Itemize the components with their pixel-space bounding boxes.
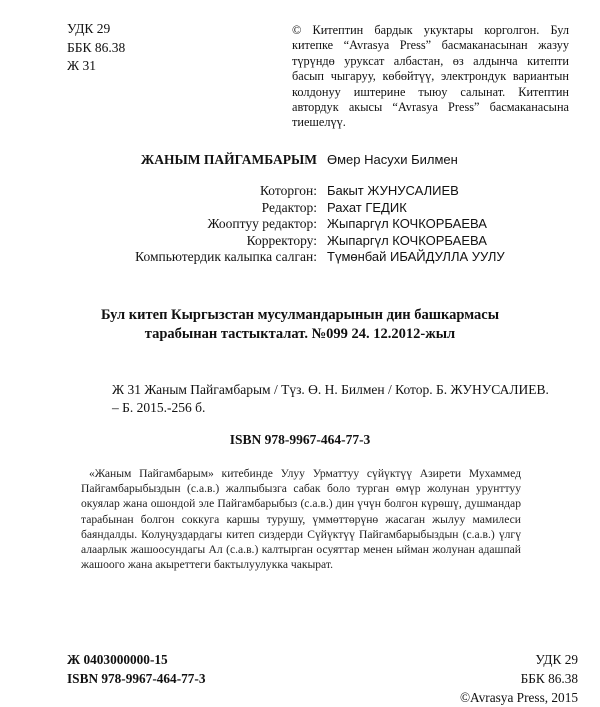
catalog-line-1: Ж 31 Жаным Пайгамбарым / Түз. Ө. Н. Билмен / Котор. Б. ЖУНУСАЛИЕВ.: [112, 382, 549, 397]
classification-block: [67, 20, 125, 76]
credit-role: Редактор:: [261, 199, 317, 215]
copyright-notice: © Китептин бардык укуктары корголгон. Бул китепке “Avrasya Press” басмаканасынан жазуу түрүндө уруксат албастан, өз алдынча китепти басып чыгаруу, көбөйтүү, электрондук вариантын колдонуу иштерине тыюу салынат. Китептин автордук акысы “Avrasya Press” басмаканасына тиешелүү.: [292, 23, 569, 130]
credit-person: Жыпаргүл КОЧКОРБАЕВА: [327, 216, 487, 231]
credit-row: [0, 183, 600, 200]
catalog-entry: [112, 381, 572, 416]
catalog-line-2: – Б. 2015.-256 б.: [112, 399, 206, 415]
publication-code: Ж 0403000000-15: [67, 652, 168, 667]
book-title: ЖАНЫМ ПАЙГАМБАРЫМ: [140, 152, 317, 167]
book-author: Өмер Насухи Билмен: [327, 152, 458, 167]
credit-person: Рахат ГЕДИК: [327, 199, 407, 215]
credit-person: Жыпаргүл КОЧКОРБАЕВА: [327, 232, 487, 248]
isbn-bottom: ISBN 978-9967-464-77-3: [67, 671, 206, 686]
approval-line-2: тарабынан тастыкталат. №099 24. 12.2012-жыл: [144, 326, 456, 342]
approval-line-1: Бул китеп Кыргызстан мусулмандарынын дин башкармасы: [100, 307, 500, 323]
credit-row: [0, 200, 600, 217]
book-abstract: «Жаным Пайгамбарым» китебинде Улуу Урматтуу сүйүктүү Азирети Мухаммед Пайгамбарыбыздын (с.а.в.) жалпыбызга сабак боло турган өмүр жолунан урунттуу окуялар жана ошондой эле Пайгамбарыбыз (с.а.в.) дин үчүн болгон күрөшү, душмандар тарабынан болгон соккуга каршы турушу, үммөттөрүнө жасаган жылуу мамилеси баяндалды. Колуңуздардагы китеп сиздерди Сүйүктүү Пайгамбарыбыздын (с.а.в.) үлгү алаарлык жашоосундагы Ал (с.а.в.) калтырган осуяттар менен ыйман жолунан адашпай жашоого жана акыреттеги бактылуулукка чакырат.: [81, 467, 521, 572]
publisher-copyright: ©Avrasya Press, 2015: [459, 690, 578, 705]
bbk-code-bottom: ББК 86.38: [520, 671, 578, 686]
credit-role: Жооптуу редактор:: [207, 216, 317, 231]
udk-code: УДК 29: [67, 21, 111, 36]
credit-person: Бакыт ЖУНУСАЛИЕВ: [327, 183, 459, 198]
credit-row: [0, 216, 600, 233]
credit-role: Корректору:: [246, 232, 317, 248]
bottom-left-block: [67, 650, 206, 688]
credit-role: Которгон:: [259, 183, 317, 198]
approval-statement: [0, 306, 600, 344]
credit-role: Компьютердик калыпка салган:: [135, 249, 317, 264]
author-mark: Ж 31: [67, 58, 96, 73]
credit-person: Түмөнбай ИБАЙДУЛЛА УУЛУ: [327, 249, 505, 264]
credits-list: [0, 183, 600, 266]
bottom-right-block: [460, 650, 578, 707]
bbk-code: ББК 86.38: [67, 39, 126, 55]
udk-code-bottom: УДК 29: [535, 652, 578, 667]
credit-row: [0, 233, 600, 250]
title-row: [0, 152, 600, 170]
isbn-center: ISBN 978-9967-464-77-3: [229, 432, 371, 447]
credit-row: [0, 249, 600, 266]
